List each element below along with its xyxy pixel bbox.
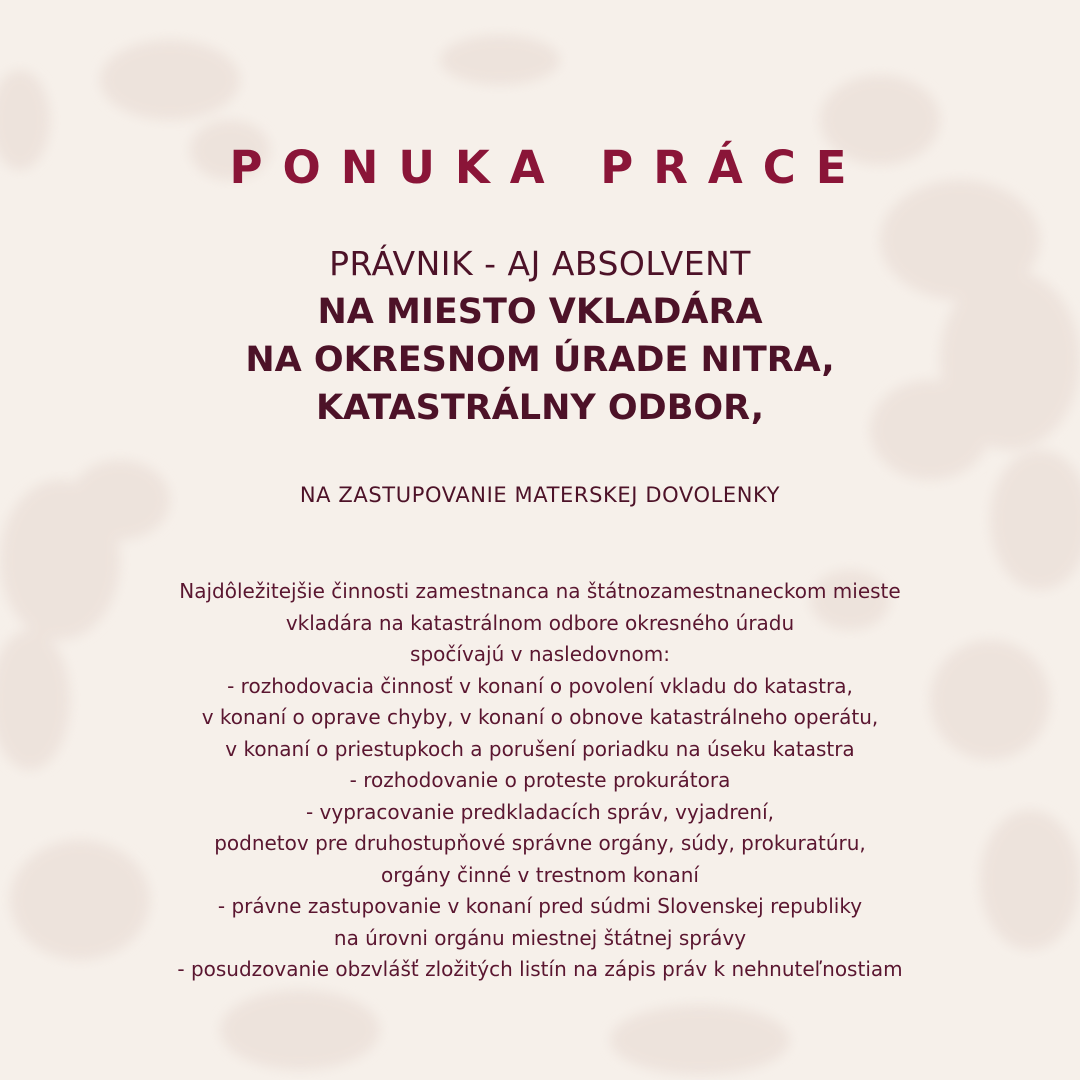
duties-description	[0, 576, 1080, 986]
position-subtitle: PRÁVNIK - AJ ABSOLVENT	[329, 244, 751, 283]
body-line: spočívajú v nasledovnom:	[410, 642, 670, 666]
body-line: - rozhodovacia činnosť v konaní o povolení vkladu do katastra,	[227, 673, 853, 698]
page-title: PONUKA PRÁCE	[229, 141, 867, 194]
body-line: - právne zastupovanie v konaní pred súdmi Slovenskej republiky	[217, 894, 863, 918]
contract-note: NA ZASTUPOVANIE MATERSKEJ DOVOLENKY	[299, 483, 781, 507]
headline-line: NA OKRESNOM ÚRADE NITRA,	[245, 340, 835, 380]
body-line: Najdôležitejšie činnosti zamestnanca na štátnozamestnaneckom mieste	[179, 579, 901, 603]
body-line: - posudzovanie obzvlášť zložitých listín na zápis práv k nehnuteľnostiam	[177, 957, 903, 981]
body-line: podnetov pre druhostupňové správne orgány, súdy, prokuratúru,	[214, 831, 866, 855]
body-line: - rozhodovanie o proteste prokurátora	[349, 768, 731, 792]
position-headline	[0, 288, 1080, 432]
body-line: v konaní o priestupkoch a porušení poriadku na úseku katastra	[225, 736, 855, 761]
headline-line: KATASTRÁLNY ODBOR,	[315, 388, 765, 428]
headline-line: NA MIESTO VKLADÁRA	[317, 292, 763, 332]
body-line: na úrovni orgánu miestnej štátnej správy	[333, 925, 747, 950]
body-line: orgány činné v trestnom konaní	[381, 862, 699, 887]
body-line: vkladára na katastrálnom odbore okresného úradu	[285, 610, 795, 635]
body-line: v konaní o oprave chyby, v konaní o obnove katastrálneho operátu,	[201, 705, 879, 729]
body-line: - vypracovanie predkladacích správ, vyjadrení,	[305, 799, 775, 824]
